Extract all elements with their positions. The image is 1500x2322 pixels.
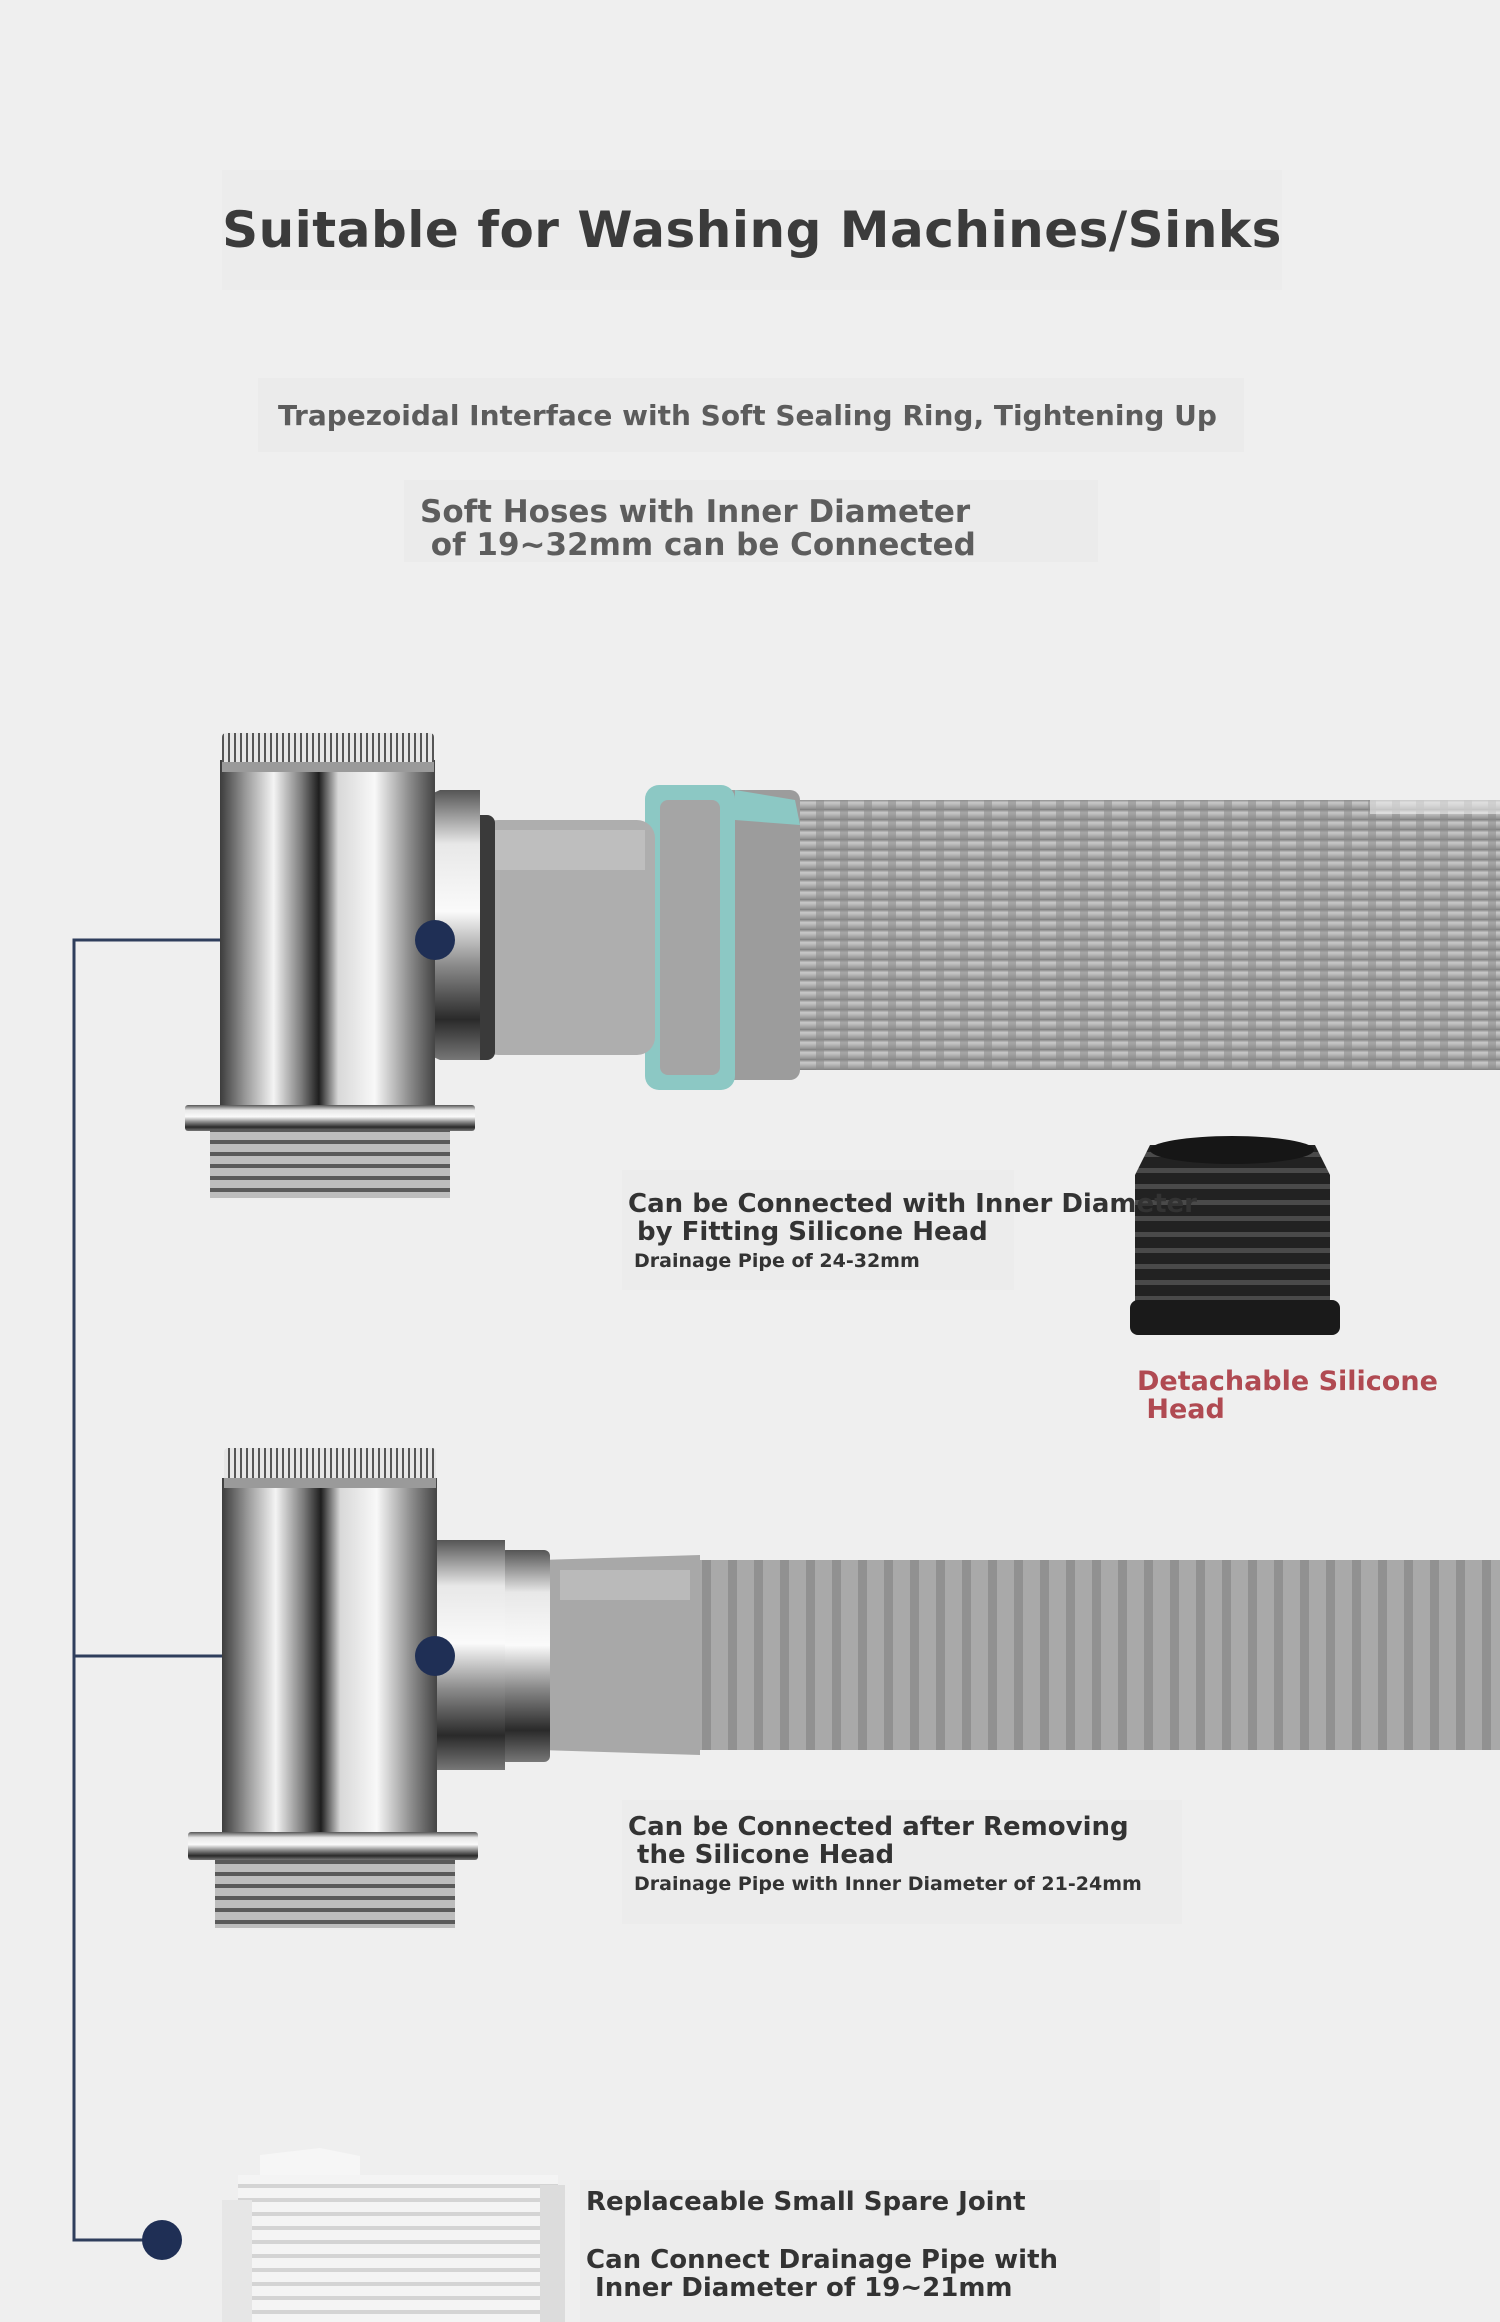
option-removed-line2: the Silicone Head [628,1840,895,1870]
spare-joint-image [142,2148,565,2322]
silicone-head-label [1137,1368,1477,1424]
hoses-subtitle-line1: Soft Hoses with Inner Diameter [420,494,971,530]
marker-dot [415,1636,455,1676]
option-spare-line1: Replaceable Small Spare Joint [586,2187,1026,2217]
option-removed-caption [628,1813,1268,1899]
option-silicone-caption [628,1190,1268,1276]
tee-fitting-top [185,733,1500,1198]
marker-dot [415,920,455,960]
hoses-subtitle [404,480,1098,562]
option-spare-line3: Inner Diameter of 19~21mm [586,2273,1013,2303]
page-title: Suitable for Washing Machines/Sinks [222,170,1282,290]
interface-subtitle: Trapezoidal Interface with Soft Sealing Ring, Tightening Up [258,378,1244,452]
silicone-head-label-line2: Head [1137,1394,1225,1425]
hoses-subtitle-line2: of 19~32mm can be Connected [420,527,976,563]
option-silicone-line1: Can be Connected with Inner Diameter [628,1189,1197,1219]
option-spare-line2: Can Connect Drainage Pipe with [586,2245,1059,2275]
option-silicone-line2: by Fitting Silicone Head [628,1217,988,1247]
option-spare-caption [586,2188,1226,2302]
option-removed-line3: Drainage Pipe with Inner Diameter of 21-24mm [634,1873,1142,1895]
option-removed-line1: Can be Connected after Removing [628,1812,1129,1842]
silicone-head-label-line1: Detachable Silicone [1137,1366,1438,1397]
option-silicone-line3: Drainage Pipe of 24-32mm [634,1250,920,1272]
marker-dot [142,2220,182,2260]
